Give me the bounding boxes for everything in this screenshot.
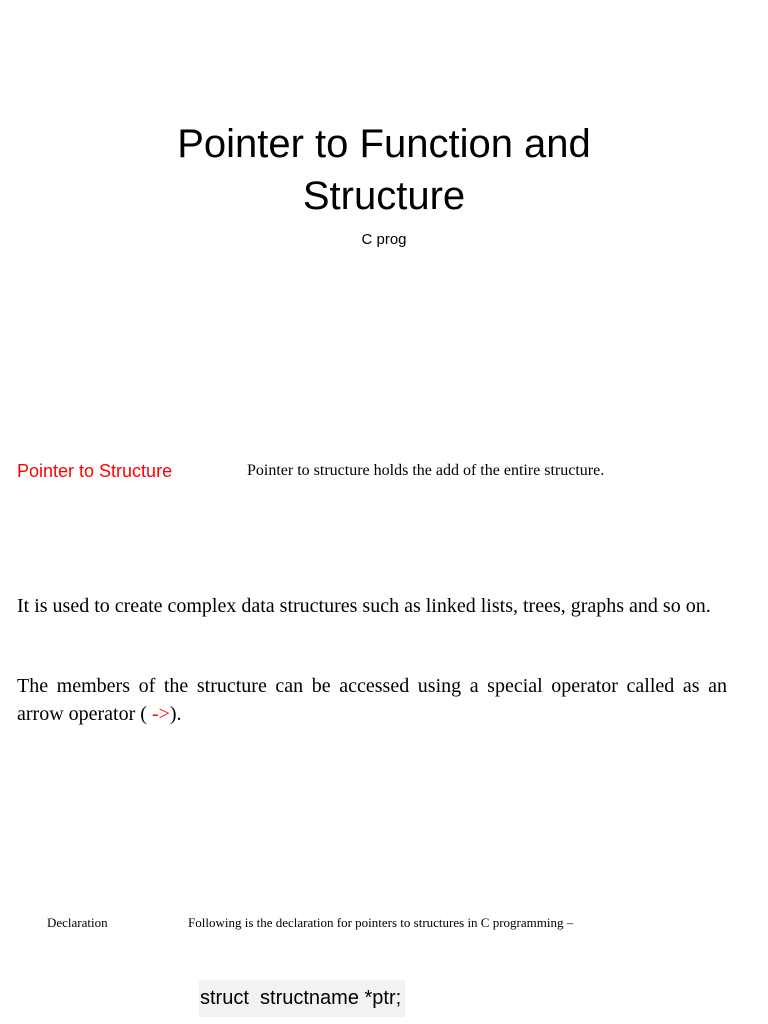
page-subtitle: C prog [361, 231, 407, 248]
page-title-line-2: Structure [302, 174, 466, 218]
declaration-label: Declaration [47, 915, 108, 930]
arrow-operator-symbol: -> [151, 703, 170, 725]
paragraph-arrow-operator-end: ). [169, 703, 182, 725]
section-heading-pointer-to-structure: Pointer to Structure [17, 461, 173, 481]
section-description: Pointer to structure holds the add of the entire structure. [247, 462, 605, 479]
paragraph-arrow-operator-text: The members of the structure can be accessed using a special operator called as an arrow operator ( [17, 675, 727, 725]
declaration-description: Following is the declaration for pointers to structures in C programming – [188, 915, 574, 930]
page-title-line-1: Pointer to Function and [177, 122, 591, 166]
code-snippet: struct structname *ptr; [199, 980, 405, 1017]
paragraph-arrow-operator [17, 672, 727, 728]
page-title [0, 118, 768, 222]
paragraph-usage: It is used to create complex data structures such as linked lists, trees, graphs and so on. [17, 595, 711, 617]
